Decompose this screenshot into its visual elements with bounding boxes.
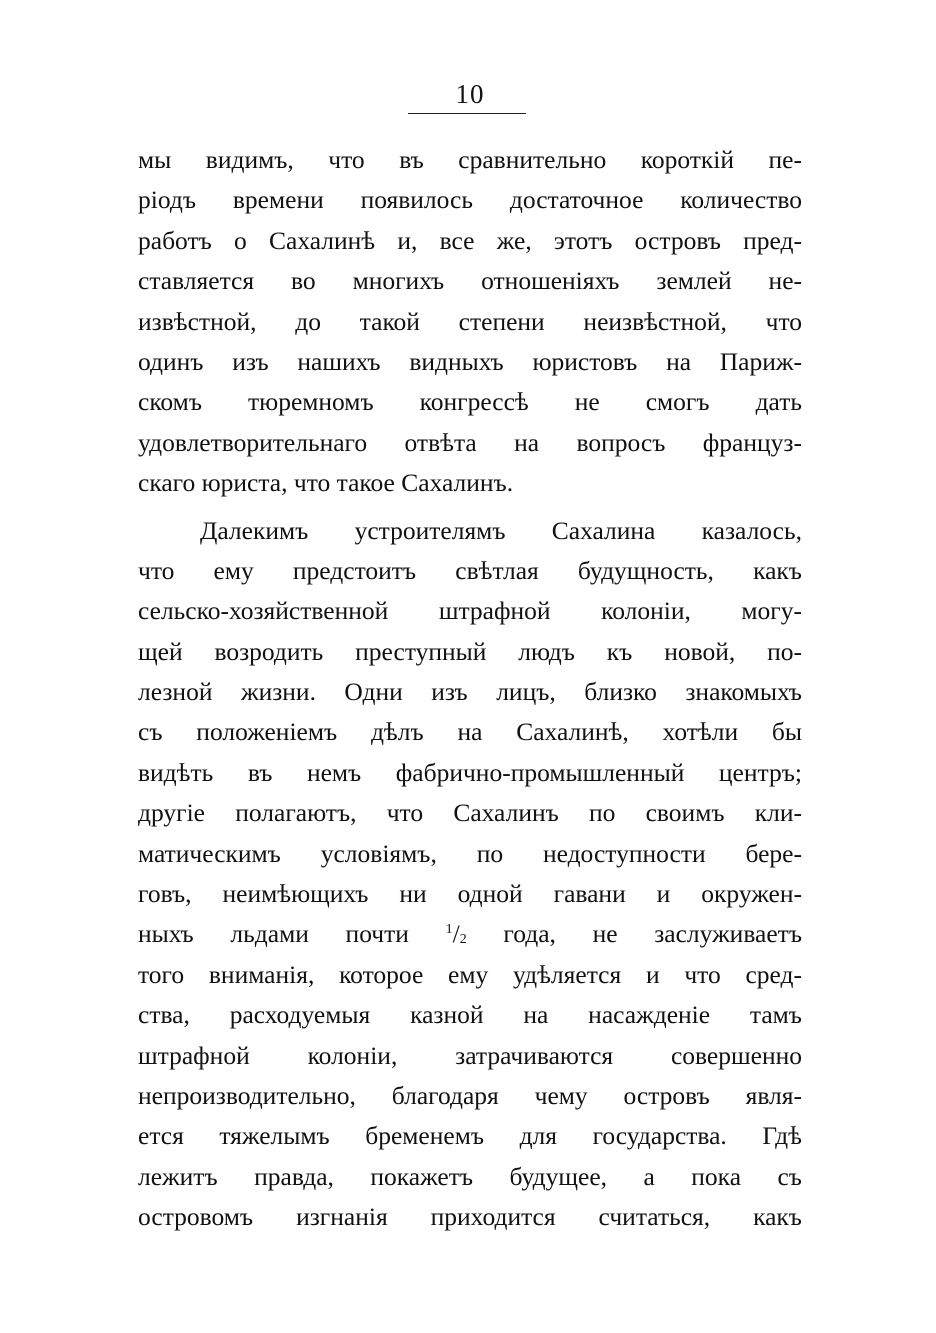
text-line: говъ, неимѣющихъ ни одной гавани и окружен- <box>138 879 802 909</box>
text-line: ства, расходуемыя казной на насажденіе тамъ <box>138 1000 802 1030</box>
fraction-denominator: 2 <box>459 932 467 948</box>
paragraph-gap <box>138 504 802 511</box>
text-line: одинъ изъ нашихъ видныхъ юристовъ на Париж- <box>138 346 802 376</box>
fraction-slash: / <box>452 919 460 949</box>
text-line: извѣстной, до такой степени неизвѣстной, что <box>138 306 802 336</box>
paragraph <box>138 140 802 504</box>
text-line: что ему предстоитъ свѣтлая будущность, какъ <box>138 555 802 585</box>
page-number: 10 <box>455 79 485 109</box>
text-line: щей возродить преступный людъ къ новой, по- <box>138 636 802 666</box>
text-line: Далекимъ устроителямъ Сахалина казалось, <box>200 515 802 545</box>
body-text <box>138 140 802 1238</box>
text-line: штрафной колоніи, затрачиваются совершенно <box>138 1040 802 1070</box>
text-line: видѣть въ немъ фабрично-промышленный центръ; <box>138 757 802 787</box>
text-line: другіе полагаютъ, что Сахалинъ по своимъ кли- <box>138 798 802 828</box>
text-segment: ныхъ льдами почти <box>138 919 409 949</box>
text-line: сельско-хозяйственной штрафной колоніи, могу- <box>138 596 802 626</box>
text-line: лезной жизни. Одни изъ лицъ, близко знакомыхъ <box>138 677 802 707</box>
fraction-numerator: 1 <box>445 922 453 938</box>
text-line: мы видимъ, что въ сравнительно короткій пе- <box>138 145 802 174</box>
text-line: непроизводительно, благодаря чему островъ явля- <box>138 1080 802 1110</box>
text-line: того вниманія, которое ему удѣляется и что сред- <box>138 959 802 989</box>
text-line: ставляется во многихъ отношеніяхъ землей не- <box>138 266 802 296</box>
text-line: матическимъ условіямъ, по недоступности бере- <box>138 838 802 868</box>
text-line: скаго юриста, что такое Сахалинъ. <box>138 468 514 498</box>
text-line: работъ о Сахалинѣ и, все же, этотъ островъ пред- <box>138 225 802 255</box>
text-line: ріодъ времени появилось достаточное количество <box>138 185 802 215</box>
text-segment: года, не заслуживаетъ <box>503 919 802 949</box>
text-line: лежитъ правда, покажетъ будущее, а пока съ <box>138 1161 802 1191</box>
text-line-with-fraction <box>138 914 802 954</box>
paragraph <box>138 511 802 1238</box>
text-line: скомъ тюремномъ конгрессѣ не смогъ дать <box>138 387 802 417</box>
text-line: съ положеніемъ дѣлъ на Сахалинѣ, хотѣли бы <box>138 717 802 747</box>
text-line: удовлетворительнаго отвѣта на вопросъ француз- <box>138 427 802 457</box>
text-line: островомъ изгнанія приходится считаться, какъ <box>138 1202 802 1232</box>
page-number-rule <box>408 113 526 114</box>
text-line: ется тяжелымъ бременемъ для государства. Гдѣ <box>138 1121 802 1151</box>
fraction-half <box>446 919 467 948</box>
